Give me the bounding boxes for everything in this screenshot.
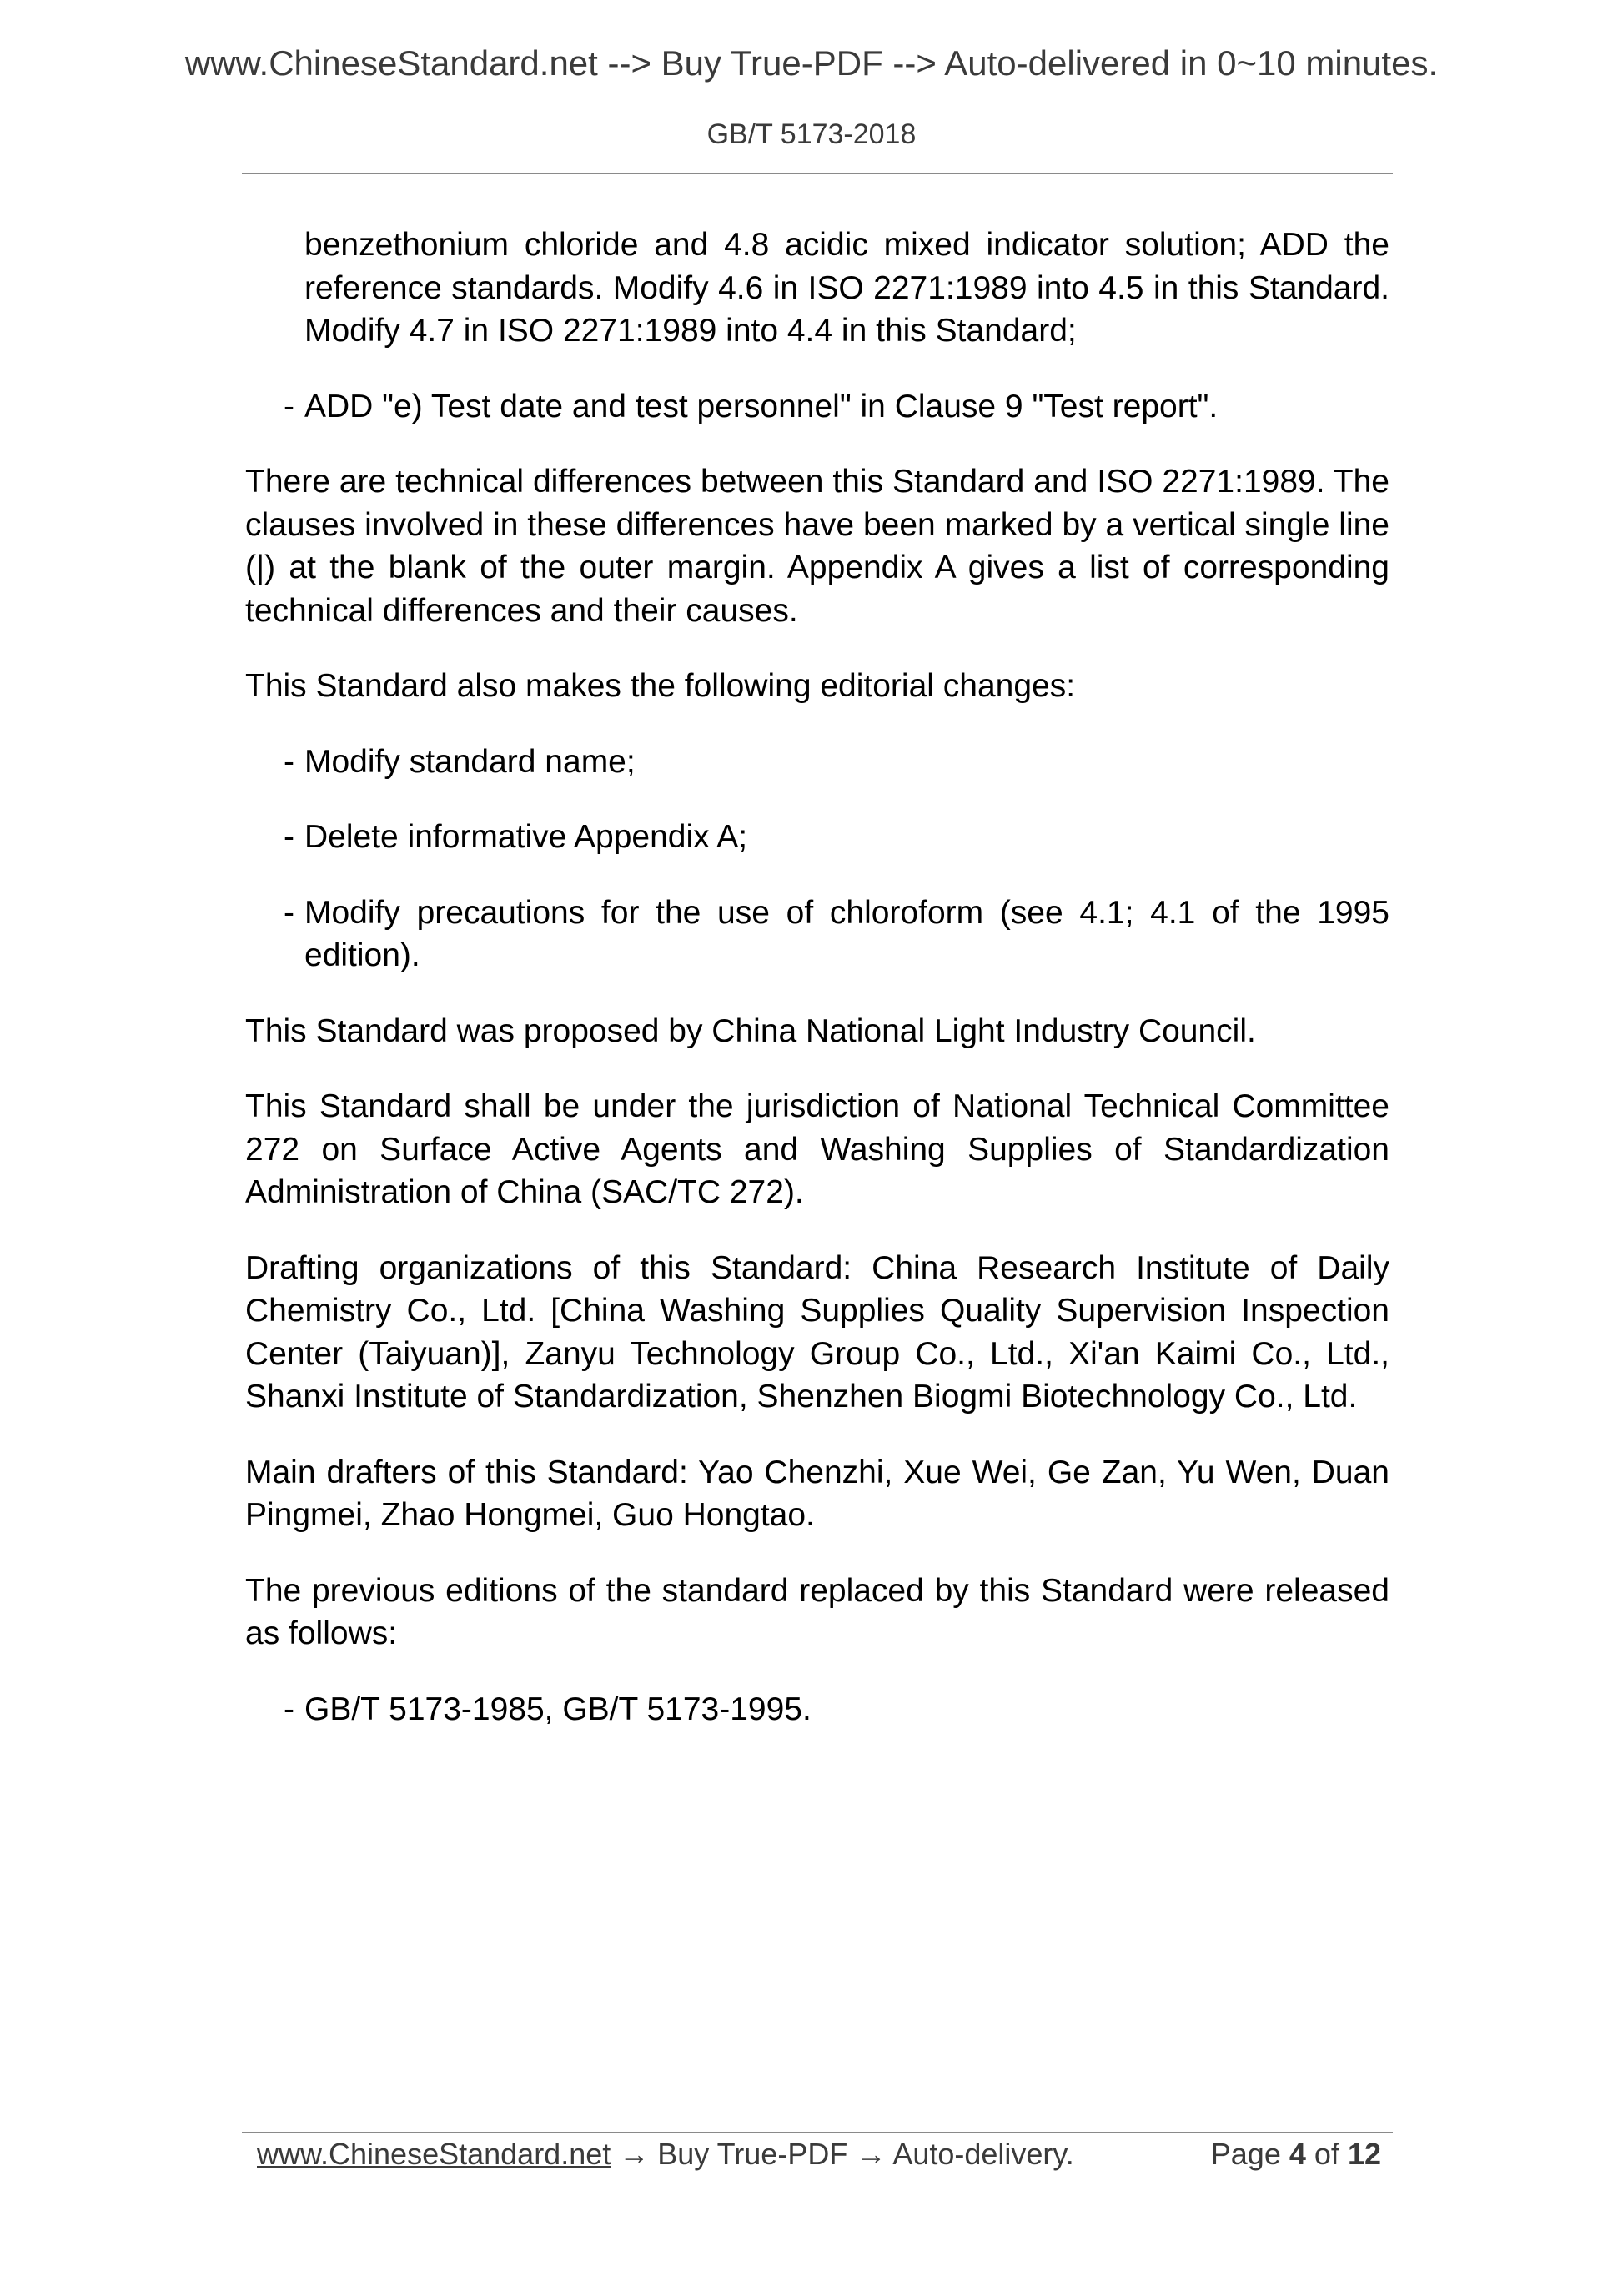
page-number [1211,2137,1381,2172]
list-item-text: Modify standard name; [304,743,636,780]
list-item-add-test-date [245,385,1389,429]
list-dash: - [284,819,294,855]
jurisdiction-paragraph: This Standard shall be under the jurisdiction of National Technical Committee 272 on Surface Active Agents and Washing Supplies of Standardization Administration of China (SAC/TC 272). [245,1088,1389,1210]
page-total: 12 [1347,2137,1381,2171]
drafting-organizations-paragraph: Drafting organizations of this Standard: China Research Institute of Daily Chemistry Co., Ltd. [China Washing Supplies Quality Supervision Inspection Center (Taiyuan)], Zanyu Technology Group Co., Ltd., Xi'an Kaimi Co., Ltd., Shanxi Institute of Standardization, Shenzhen Biogmi Biotechnology Co., Ltd. [245,1249,1389,1414]
page-of: of [1314,2137,1339,2171]
site-banner: www.ChineseStandard.net --> Buy True-PDF --> Auto-delivered in 0~10 minutes. [184,43,1439,83]
list-item-previous-editions [245,1688,1389,1731]
list-item-text: GB/T 5173-1985, GB/T 5173-1995. [304,1691,812,1727]
list-item-text: ADD "e) Test date and test personnel" in Clause 9 "Test report". [304,388,1219,425]
footer-site-link[interactable]: www.ChineseStandard.net [257,2137,611,2171]
list-dash: - [284,388,294,425]
drafters-paragraph: Main drafters of this Standard: Yao Chenzhi, Xue Wei, Ge Zan, Yu Wen, Duan Pingmei, Zhao Hongmei, Guo Hongtao. [245,1454,1389,1533]
technical-differences-paragraph: There are technical differences between this Standard and ISO 2271:1989. The clauses involved in these differences have been marked by a vertical single line (|) at the blank of the outer margin. Appendix A gives a list of corresponding technical differences and their causes. [245,464,1389,629]
continuation-paragraph: benzethonium chloride and 4.8 acidic mixed indicator solution; ADD the reference standards. Modify 4.6 in ISO 2271:1989 into 4.5 in this Standard. Modify 4.7 in ISO 2271:1989 into 4.4 in this Standard; [304,227,1389,349]
footer-promo-text: → Buy True-PDF → Auto-delivery. [611,2137,1074,2171]
list-dash: - [284,743,294,780]
page-label: Page [1210,2137,1281,2171]
footer-divider [242,2132,1393,2133]
footer-promo [257,2137,1074,2172]
document-code: GB/T 5173-2018 [706,118,917,150]
previous-editions-paragraph: The previous editions of the standard replaced by this Standard were released as follows: [245,1572,1389,1651]
header-divider [242,173,1393,174]
list-item-delete-appendix [245,816,1389,859]
document-body [245,224,1389,1763]
list-dash: - [284,1691,294,1727]
list-dash: - [284,894,294,931]
editorial-intro-paragraph: This Standard also makes the following editorial changes: [245,668,1076,704]
list-item-chloroform [245,892,1389,977]
list-item-text: Delete informative Appendix A; [304,819,748,855]
page-current: 4 [1289,2137,1306,2171]
proposed-paragraph: This Standard was proposed by China National Light Industry Council. [245,1012,1256,1049]
list-item-modify-name [245,741,1389,784]
list-item-text: Modify precautions for the use of chloroform (see 4.1; 4.1 of the 1995 edition). [304,894,1389,973]
